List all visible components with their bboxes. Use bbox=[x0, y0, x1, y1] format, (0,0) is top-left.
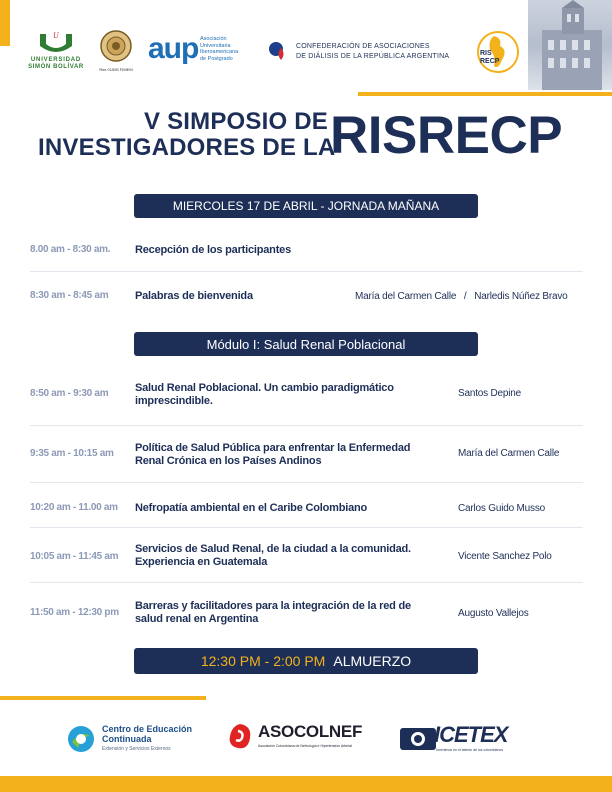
divider bbox=[30, 425, 583, 426]
lunch-time: 12:30 PM - 2:00 PM bbox=[200, 653, 326, 669]
header-underline bbox=[358, 92, 612, 96]
divider bbox=[30, 527, 583, 528]
session-title: Barreras y facilitadores para la integración de la red de salud renal en Argentina bbox=[135, 600, 411, 625]
cec-line-2: Continuada bbox=[102, 734, 152, 744]
seal-icon bbox=[100, 30, 132, 62]
risrecp-logo bbox=[474, 30, 522, 76]
lunch-banner bbox=[134, 648, 478, 674]
asocolnef-logo bbox=[226, 720, 386, 760]
session-title: Recepción de los participantes bbox=[135, 244, 291, 256]
divider bbox=[30, 271, 583, 272]
lunch-label: ALMUERZO bbox=[333, 653, 412, 669]
aup-short: aup bbox=[148, 32, 199, 65]
confederacion-line-2: DE DIÁLISIS DE LA REPÚBLICA ARGENTINA bbox=[296, 53, 450, 60]
bottom-gold-bar bbox=[0, 776, 612, 792]
session-title: Nefropatía ambiental en el Caribe Colombiano bbox=[135, 502, 368, 514]
title-line-2: INVESTIGADORES DE LA bbox=[38, 134, 336, 161]
icetex-name: ICETEX bbox=[434, 722, 508, 747]
session-speaker: Carlos Guido Musso bbox=[458, 503, 545, 514]
day-banner: MIERCOLES 17 DE ABRIL - JORNADA MAÑANA bbox=[134, 194, 478, 218]
confederacion-line-1: CONFEDERACIÓN DE ASOCIACIONES bbox=[296, 43, 430, 50]
session-time: 9:35 am - 10:15 am bbox=[30, 448, 114, 459]
aup-line-1: Asociación bbox=[200, 36, 227, 42]
top-gold-bar bbox=[0, 0, 10, 46]
cec-logo bbox=[66, 720, 206, 760]
divider bbox=[30, 582, 583, 583]
footer-gold-line bbox=[0, 696, 206, 700]
session-time: 8:50 am - 9:30 am bbox=[30, 388, 109, 399]
module-banner: Módulo I: Salud Renal Poblacional bbox=[134, 332, 478, 356]
kidney-icon bbox=[226, 722, 254, 752]
icetex-emblem-icon bbox=[400, 728, 436, 750]
seal-logo bbox=[98, 30, 134, 74]
ris-label: RIS bbox=[480, 50, 492, 57]
confederacion-logo bbox=[266, 38, 466, 68]
aup-line-3: Iberoamericana bbox=[200, 49, 239, 55]
aup-logo bbox=[148, 32, 258, 72]
title-risrecp: RISRECP bbox=[330, 106, 563, 165]
usb-logo bbox=[24, 28, 88, 78]
session-speaker: María del Carmen Calle / Narledis Núñez Bravo bbox=[355, 291, 568, 302]
cec-line-3: Extensión y Servicios Externos bbox=[102, 746, 171, 752]
asocolnef-sub: Asociación Colombiana de Nefrología e Hipertensión Arterial bbox=[258, 744, 352, 748]
session-title: Servicios de Salud Renal, de la ciudad a la comunidad. Experiencia en Guatemala bbox=[135, 543, 411, 568]
session-speaker: Santos Depine bbox=[458, 388, 522, 399]
recp-label: RECP bbox=[480, 58, 500, 65]
session-time: 11:50 am - 12:30 pm bbox=[30, 607, 119, 618]
session-title: Palabras de bienvenida bbox=[135, 290, 253, 302]
building-photo bbox=[528, 0, 612, 90]
asocolnef-name: ASOCOLNEF bbox=[258, 722, 363, 741]
cec-line-1: Centro de Educación bbox=[102, 724, 193, 734]
seal-caption: Res 01595 FIMEM bbox=[99, 67, 133, 72]
icetex-sub: Invertimos en el talento de los colombianos bbox=[436, 748, 504, 752]
session-time: 10:05 am - 11:45 am bbox=[30, 551, 119, 562]
usb-emblem-icon bbox=[36, 28, 76, 52]
usb-name: UNIVERSIDAD bbox=[30, 57, 82, 63]
aup-line-2: Universitaria bbox=[200, 42, 231, 49]
session-time: 8.00 am - 8:30 am. bbox=[30, 244, 111, 255]
usb-name2: SIMÓN BOLÍVAR bbox=[28, 64, 84, 70]
drop-icon bbox=[266, 40, 290, 64]
svg-text:U: U bbox=[53, 32, 59, 40]
cec-circle-icon bbox=[66, 724, 96, 754]
aup-line-4: de Postgrado bbox=[200, 55, 233, 62]
title-line-1: V SIMPOSIO DE bbox=[144, 108, 328, 135]
session-time: 8:30 am - 8:45 am bbox=[30, 290, 109, 301]
session-time: 10:20 am - 11.00 am bbox=[30, 502, 118, 513]
session-title: Política de Salud Pública para enfrentar la Enfermedad Renal Crónica en los Países Andinos bbox=[135, 442, 411, 467]
icetex-logo bbox=[400, 720, 522, 760]
divider bbox=[30, 482, 583, 483]
session-title: Salud Renal Poblacional. Un cambio paradigmático imprescindible. bbox=[135, 382, 394, 407]
session-speaker: Vicente Sanchez Polo bbox=[458, 551, 552, 562]
session-speaker: María del Carmen Calle bbox=[458, 448, 560, 459]
session-speaker: Augusto Vallejos bbox=[458, 608, 529, 619]
